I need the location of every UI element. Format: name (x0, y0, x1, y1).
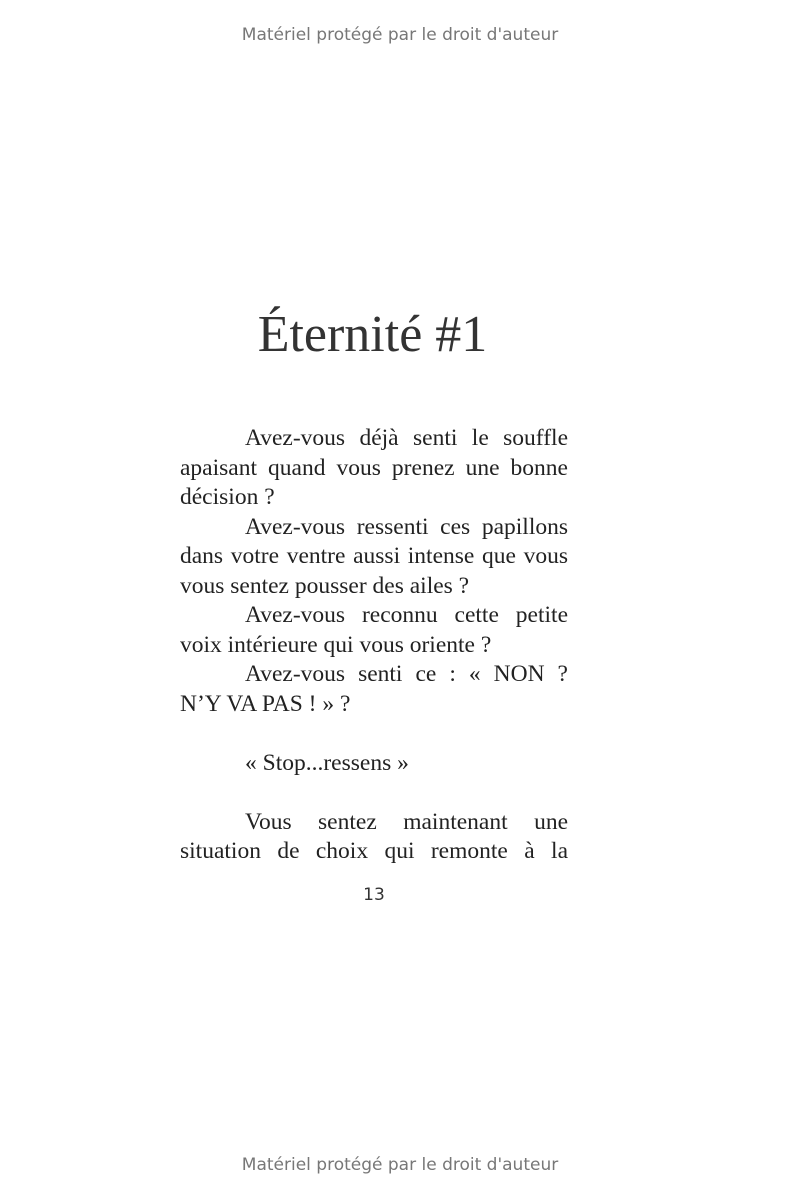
paragraph: Avez-vous déjà senti le souffle apaisant quand vous prenez une bonne décision ? (180, 425, 568, 510)
chapter-title: Éternité #1 (257, 306, 488, 363)
paragraph: Avez-vous senti ce : « NON ? N’Y VA PAS ! » ? (180, 661, 568, 717)
paragraph-spacer (180, 778, 568, 808)
paragraph: « Stop...ressens » (245, 749, 409, 776)
chapter-body (180, 424, 568, 867)
copyright-watermark-bottom: Matériel protégé par le droit d'auteur (241, 1155, 559, 1175)
paragraph: Avez-vous reconnu cette petite voix intérieure qui vous oriente ? (180, 602, 568, 658)
page-number: 13 (363, 885, 385, 905)
paragraph: Avez-vous ressenti ces papillons dans votre ventre aussi intense que vous vous sentez pousser des ailes ? (180, 513, 568, 599)
paragraph: Vous sentez maintenant une situation de choix qui remonte à la (180, 808, 568, 864)
paragraph-spacer (180, 719, 568, 749)
copyright-watermark-top: Matériel protégé par le droit d'auteur (241, 25, 559, 45)
